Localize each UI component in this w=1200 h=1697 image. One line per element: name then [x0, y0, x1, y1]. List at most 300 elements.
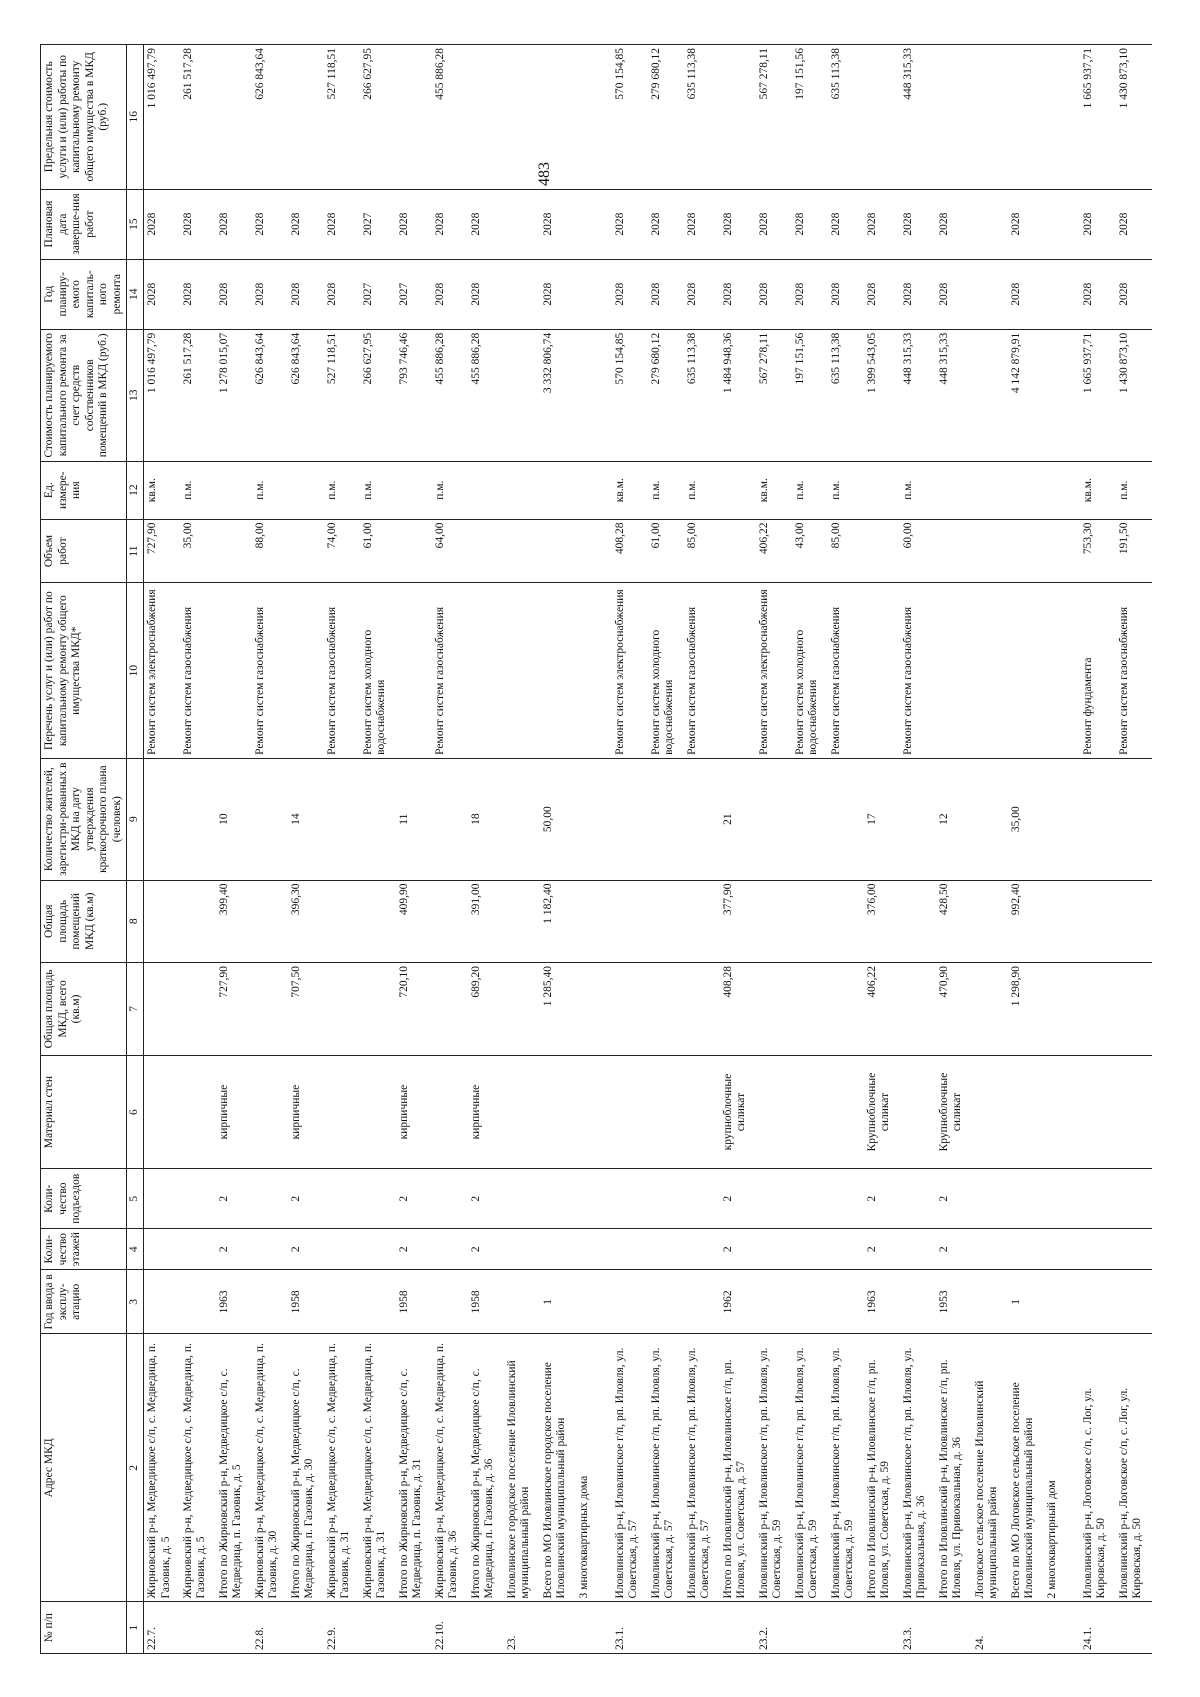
cell-plan-year: 2028: [648, 259, 684, 329]
cell-entrances: [576, 1168, 612, 1228]
cell-address: Итого по Иловлинский р-н, Иловлинское г/п, рп. Иловля, ул. Советская, д. 57: [720, 1333, 756, 1601]
cell-address: Итого по Жирновский р-н, Медведицкое с/п, с. Медведица, п. Газовик, д. 36: [468, 1333, 504, 1601]
cell-material: [252, 1055, 288, 1168]
cell-unit: [504, 461, 540, 519]
cell-total-area: [792, 962, 828, 1055]
cell-plan-year: 2028: [540, 259, 576, 329]
table-row: [792, 44, 828, 1653]
cell-year: 1958: [288, 1269, 324, 1333]
cell-unit: [288, 461, 324, 519]
cell-entrances: [540, 1168, 576, 1228]
cell-entrances: [648, 1168, 684, 1228]
cell-unit: п.м.: [180, 461, 216, 519]
cell-plan-year: 2028: [252, 259, 288, 329]
cell-total-area: 707,50: [288, 962, 324, 1055]
cell-end-date: 2028: [180, 189, 216, 259]
cell-max-cost: 1 665 937,71: [1080, 44, 1116, 189]
cell-volume: [1008, 519, 1044, 583]
cell-total-area: 1 298,90: [1008, 962, 1044, 1055]
cell-num: [1116, 1601, 1152, 1653]
cell-num: 23.: [504, 1601, 540, 1653]
cell-rooms-area: [900, 880, 936, 963]
cell-unit: [720, 461, 756, 519]
cell-num: [576, 1601, 612, 1653]
cell-entrances: 2: [288, 1168, 324, 1228]
cell-work: [396, 582, 432, 757]
cell-total-area: [612, 962, 648, 1055]
cell-end-date: 2028: [432, 189, 468, 259]
cell-address: Жирновский р-н, Медведицкое с/п, с. Медведица, п. Газовик, д. 36: [432, 1333, 468, 1601]
cell-max-cost: 1 016 497,79: [144, 44, 180, 189]
cell-plan-year: 2028: [828, 259, 864, 329]
cell-work: [504, 582, 540, 757]
cell-num: [864, 1601, 900, 1653]
cell-end-date: 2028: [792, 189, 828, 259]
cell-max-cost: [972, 44, 1008, 189]
cell-address: Иловлинский р-н, Логовское с/п, с. Лог, ул. Кировская, д. 50: [1080, 1333, 1116, 1601]
cell-num: [1008, 1601, 1044, 1653]
table-row: [396, 44, 432, 1653]
column-header: Общая площадь помещений МКД (кв.м): [41, 880, 127, 963]
table-row: [252, 44, 288, 1653]
cell-cost: 1 278 015,07: [216, 329, 252, 461]
cell-plan-year: 2028: [756, 259, 792, 329]
cell-plan-year: 2028: [792, 259, 828, 329]
cell-num: [180, 1601, 216, 1653]
cell-entrances: 2: [396, 1168, 432, 1228]
cell-num: [216, 1601, 252, 1653]
cell-total-area: [828, 962, 864, 1055]
cell-year: [576, 1269, 612, 1333]
cell-year: [612, 1269, 648, 1333]
cell-unit: кв.м.: [1080, 461, 1116, 519]
cell-plan-year: 2028: [1080, 259, 1116, 329]
cell-rooms-area: [972, 880, 1008, 963]
cell-plan-year: 2028: [180, 259, 216, 329]
cell-unit: [972, 461, 1008, 519]
cell-work: Ремонт систем газоснабжения: [900, 582, 936, 757]
cell-unit: [396, 461, 432, 519]
cell-year: [648, 1269, 684, 1333]
cell-total-area: [756, 962, 792, 1055]
column-number: 10: [127, 582, 144, 757]
cell-max-cost: 455 886,28: [432, 44, 468, 189]
cell-rooms-area: [1116, 880, 1152, 963]
cell-plan-year: 2027: [396, 259, 432, 329]
cell-rooms-area: [1080, 880, 1116, 963]
cell-residents: 50,00: [540, 758, 576, 880]
cell-total-area: 408,28: [720, 962, 756, 1055]
cell-floors: [684, 1228, 720, 1269]
cell-material: кирпичные: [396, 1055, 432, 1168]
cell-entrances: [684, 1168, 720, 1228]
cell-volume: 85,00: [828, 519, 864, 583]
cell-floors: [612, 1228, 648, 1269]
cell-cost: 197 151,56: [792, 329, 828, 461]
cell-residents: [144, 758, 180, 880]
cell-material: [432, 1055, 468, 1168]
cell-material: [828, 1055, 864, 1168]
cell-rooms-area: [612, 880, 648, 963]
cell-work: Ремонт систем электроснабжения: [756, 582, 792, 757]
cell-volume: 85,00: [684, 519, 720, 583]
cell-max-cost: [216, 44, 252, 189]
cell-num: [540, 1601, 576, 1653]
cell-residents: [684, 758, 720, 880]
cell-material: [1008, 1055, 1044, 1168]
cell-unit: [540, 461, 576, 519]
cell-floors: [756, 1228, 792, 1269]
cell-end-date: 2028: [396, 189, 432, 259]
cell-max-cost: [720, 44, 756, 189]
cell-end-date: 2028: [684, 189, 720, 259]
cell-material: Крупноблочные силикат: [936, 1055, 972, 1168]
cell-total-area: 1 285,40: [540, 962, 576, 1055]
cell-residents: [1080, 758, 1116, 880]
cell-end-date: 2028: [324, 189, 360, 259]
cell-entrances: [1008, 1168, 1044, 1228]
cell-material: [180, 1055, 216, 1168]
cell-floors: 2: [396, 1228, 432, 1269]
cell-plan-year: [504, 259, 540, 329]
cell-address: Иловлинский р-н, Иловлинское г/п, рп. Иловля, ул. Советская, д. 59: [828, 1333, 864, 1601]
cell-material: [1080, 1055, 1116, 1168]
column-number: 5: [127, 1168, 144, 1228]
cell-cost: 570 154,85: [612, 329, 648, 461]
cell-entrances: 2: [468, 1168, 504, 1228]
cell-plan-year: 2028: [720, 259, 756, 329]
cell-volume: [720, 519, 756, 583]
cell-volume: [576, 519, 612, 583]
cell-entrances: [612, 1168, 648, 1228]
cell-total-area: [504, 962, 540, 1055]
cell-plan-year: 2028: [432, 259, 468, 329]
cell-rooms-area: 377,90: [720, 880, 756, 963]
cell-volume: [396, 519, 432, 583]
table-row: [324, 44, 360, 1653]
cell-entrances: 2: [216, 1168, 252, 1228]
cell-rooms-area: 409,90: [396, 880, 432, 963]
cell-floors: [180, 1228, 216, 1269]
cell-work: [1008, 582, 1044, 757]
cell-cost: 448 315,33: [900, 329, 936, 461]
cell-num: [720, 1601, 756, 1653]
column-number-row: [127, 44, 144, 1653]
cell-max-cost: [1008, 44, 1044, 189]
cell-material: кирпичные: [216, 1055, 252, 1168]
table-row: [900, 44, 936, 1653]
cell-volume: 35,00: [180, 519, 216, 583]
cell-entrances: [324, 1168, 360, 1228]
cell-total-area: 406,22: [864, 962, 900, 1055]
column-header: Год ввода в эксплу-атацию: [41, 1269, 127, 1333]
cell-material: [900, 1055, 936, 1168]
cell-plan-year: 2028: [144, 259, 180, 329]
column-number: 3: [127, 1269, 144, 1333]
cell-volume: 191,50: [1116, 519, 1152, 583]
cell-num: 22.9.: [324, 1601, 360, 1653]
cell-plan-year: 2028: [684, 259, 720, 329]
cell-end-date: 2028: [900, 189, 936, 259]
cell-unit: п.м.: [900, 461, 936, 519]
cell-cost: 635 113,38: [684, 329, 720, 461]
cell-cost: 1 399 543,05: [864, 329, 900, 461]
column-header: Ед. измере-ния: [41, 461, 127, 519]
cell-plan-year: [972, 259, 1008, 329]
table-row: [288, 44, 324, 1653]
cell-material: [756, 1055, 792, 1168]
cell-rooms-area: 399,40: [216, 880, 252, 963]
cell-cost: 626 843,64: [288, 329, 324, 461]
cell-residents: [828, 758, 864, 880]
cell-end-date: 2028: [1008, 189, 1044, 259]
cell-max-cost: 635 113,38: [828, 44, 864, 189]
cell-end-date: [1044, 189, 1080, 259]
cell-year: [900, 1269, 936, 1333]
table-row: [864, 44, 900, 1653]
cell-unit: п.м.: [792, 461, 828, 519]
cell-entrances: [792, 1168, 828, 1228]
cell-floors: 2: [288, 1228, 324, 1269]
cell-plan-year: 2028: [324, 259, 360, 329]
cell-max-cost: [936, 44, 972, 189]
cell-max-cost: 570 154,85: [612, 44, 648, 189]
cell-max-cost: [864, 44, 900, 189]
cell-unit: [576, 461, 612, 519]
cell-entrances: 2: [864, 1168, 900, 1228]
cell-year: [180, 1269, 216, 1333]
cell-address: Иловлинский р-н, Иловлинское г/п, рп. Иловля, ул. Советская, д. 59: [792, 1333, 828, 1601]
column-header: Год планиру-емого капиталь-ного ремонта: [41, 259, 127, 329]
cell-rooms-area: [324, 880, 360, 963]
table-row: [144, 44, 180, 1653]
cell-num: [648, 1601, 684, 1653]
cell-work: Ремонт систем газоснабжения: [432, 582, 468, 757]
cell-residents: [324, 758, 360, 880]
cell-material: [792, 1055, 828, 1168]
cell-cost: 279 680,12: [648, 329, 684, 461]
column-number: 12: [127, 461, 144, 519]
column-header: Плановая дата заверше-ния работ: [41, 189, 127, 259]
column-number: 6: [127, 1055, 144, 1168]
cell-residents: [792, 758, 828, 880]
cell-unit: [216, 461, 252, 519]
cell-year: 1953: [936, 1269, 972, 1333]
cell-floors: [828, 1228, 864, 1269]
cell-address: Жирновский р-н, Медведицкое с/п, с. Медведица, п. Газовик, д. 5: [144, 1333, 180, 1601]
cell-entrances: 2: [936, 1168, 972, 1228]
cell-num: [288, 1601, 324, 1653]
table-row: [684, 44, 720, 1653]
cell-floors: [360, 1228, 396, 1269]
cell-cost: 635 113,38: [828, 329, 864, 461]
cell-unit: п.м.: [1116, 461, 1152, 519]
cell-floors: [504, 1228, 540, 1269]
cell-work: Ремонт систем газоснабжения: [180, 582, 216, 757]
cell-volume: 61,00: [360, 519, 396, 583]
cell-entrances: [432, 1168, 468, 1228]
cell-floors: [648, 1228, 684, 1269]
cell-rooms-area: 1 182,40: [540, 880, 576, 963]
cell-work: Ремонт систем газоснабжения: [828, 582, 864, 757]
cell-rooms-area: [648, 880, 684, 963]
cell-total-area: [576, 962, 612, 1055]
cell-plan-year: 2028: [1116, 259, 1152, 329]
cell-volume: 60,00: [900, 519, 936, 583]
cell-floors: 2: [720, 1228, 756, 1269]
cell-cost: 3 332 806,74: [540, 329, 576, 461]
cell-entrances: [180, 1168, 216, 1228]
cell-year: [360, 1269, 396, 1333]
cell-address: Жирновский р-н, Медведицкое с/п, с. Медведица, п. Газовик, д. 5: [180, 1333, 216, 1601]
column-number: 15: [127, 189, 144, 259]
cell-unit: п.м.: [828, 461, 864, 519]
cell-cost: 1 484 948,36: [720, 329, 756, 461]
cell-rooms-area: [144, 880, 180, 963]
cell-end-date: 2027: [360, 189, 396, 259]
table-row: [828, 44, 864, 1653]
cell-address: 3 многоквартирных дома: [576, 1333, 612, 1601]
column-number: 7: [127, 962, 144, 1055]
column-header: Коли-чество подъездов: [41, 1168, 127, 1228]
cell-max-cost: [396, 44, 432, 189]
cell-floors: [252, 1228, 288, 1269]
cell-material: [360, 1055, 396, 1168]
cell-num: 24.: [972, 1601, 1008, 1653]
cell-end-date: 2028: [756, 189, 792, 259]
cell-cost: 4 142 879,91: [1008, 329, 1044, 461]
cell-end-date: 2028: [648, 189, 684, 259]
cell-cost: 1 430 873,10: [1116, 329, 1152, 461]
cell-floors: [1116, 1228, 1152, 1269]
cell-address: Итого по Иловлинский р-н, Иловлинское г/п, рп. Иловля, ул. Советская, д. 59: [864, 1333, 900, 1601]
cell-volume: [468, 519, 504, 583]
cell-rooms-area: 428,50: [936, 880, 972, 963]
cell-year: 1962: [720, 1269, 756, 1333]
cell-rooms-area: [360, 880, 396, 963]
cell-work: [288, 582, 324, 757]
cell-material: [504, 1055, 540, 1168]
cell-address: Итого по Жирновский р-н, Медведицкое с/п, с. Медведица, п. Газовик, д. 30: [288, 1333, 324, 1601]
rotated-page: [40, 44, 1160, 1654]
cell-floors: [1080, 1228, 1116, 1269]
cell-cost: 1 016 497,79: [144, 329, 180, 461]
cell-entrances: [900, 1168, 936, 1228]
column-number: 13: [127, 329, 144, 461]
cell-volume: [504, 519, 540, 583]
cell-rooms-area: [576, 880, 612, 963]
column-header: Перечень услуг и (или) работ по капитальному ремонту общего имущества МКД*: [41, 582, 127, 757]
cell-year: 1963: [864, 1269, 900, 1333]
cell-end-date: 2028: [144, 189, 180, 259]
cell-floors: [1008, 1228, 1044, 1269]
cell-residents: 10: [216, 758, 252, 880]
cell-residents: 11: [396, 758, 432, 880]
cell-cost: [576, 329, 612, 461]
cell-material: [324, 1055, 360, 1168]
cell-volume: [216, 519, 252, 583]
column-number: 4: [127, 1228, 144, 1269]
cell-work: [720, 582, 756, 757]
cell-floors: [792, 1228, 828, 1269]
cell-address: 2 многоквартирный дом: [1044, 1333, 1080, 1601]
cell-plan-year: 2028: [936, 259, 972, 329]
cell-rooms-area: [504, 880, 540, 963]
cell-volume: 408,28: [612, 519, 648, 583]
cell-material: [540, 1055, 576, 1168]
cell-num: 23.1.: [612, 1601, 648, 1653]
cell-end-date: 2028: [540, 189, 576, 259]
cell-max-cost: [1044, 44, 1080, 189]
cell-material: крупноблочные силикат: [720, 1055, 756, 1168]
cell-plan-year: 2028: [864, 259, 900, 329]
cell-floors: 2: [468, 1228, 504, 1269]
cell-total-area: [324, 962, 360, 1055]
cell-end-date: [576, 189, 612, 259]
cell-address: Жирновский р-н, Медведицкое с/п, с. Медведица, п. Газовик, д. 31: [360, 1333, 396, 1601]
cell-end-date: 2028: [288, 189, 324, 259]
cell-rooms-area: [1044, 880, 1080, 963]
cell-unit: п.м.: [648, 461, 684, 519]
cell-plan-year: 2027: [360, 259, 396, 329]
table-row: [972, 44, 1008, 1653]
column-header: Общая площадь МКД, всего (кв.м): [41, 962, 127, 1055]
cell-work: [540, 582, 576, 757]
cell-unit: п.м.: [360, 461, 396, 519]
cell-floors: 2: [216, 1228, 252, 1269]
cell-year: [756, 1269, 792, 1333]
cell-plan-year: 2028: [468, 259, 504, 329]
cell-max-cost: 448 315,33: [900, 44, 936, 189]
column-header: Объем работ: [41, 519, 127, 583]
cell-end-date: 2028: [252, 189, 288, 259]
cell-work: Ремонт систем газоснабжения: [684, 582, 720, 757]
cell-material: [1116, 1055, 1152, 1168]
column-header: Предельная стоимость услуги и (или) работы по капитальному ремонту общего имущества в МКД (руб.): [41, 44, 127, 189]
cell-cost: 448 315,33: [936, 329, 972, 461]
column-number: 8: [127, 880, 144, 963]
cell-unit: кв.м.: [144, 461, 180, 519]
cell-max-cost: 626 843,64: [252, 44, 288, 189]
cell-plan-year: [1044, 259, 1080, 329]
cell-work: Ремонт систем холодного водоснабжения: [792, 582, 828, 757]
cell-material: [648, 1055, 684, 1168]
cell-address: Жирновский р-н, Медведицкое с/п, с. Медведица, п. Газовик, д. 30: [252, 1333, 288, 1601]
cell-year: 1958: [396, 1269, 432, 1333]
cell-address: Жирновский р-н, Медведицкое с/п, с. Медведица, п. Газовик, д. 31: [324, 1333, 360, 1601]
cell-address: Итого по Иловлинский р-н, Иловлинское г/п, рп. Иловля, ул. Привокзальная, д. 36: [936, 1333, 972, 1601]
cell-num: [936, 1601, 972, 1653]
cell-address: Иловлинский р-н, Иловлинское г/п, рп. Иловля, ул. Советская, д. 57: [648, 1333, 684, 1601]
cell-volume: [972, 519, 1008, 583]
cell-num: [396, 1601, 432, 1653]
cell-num: 23.3.: [900, 1601, 936, 1653]
cell-entrances: [252, 1168, 288, 1228]
cell-material: [612, 1055, 648, 1168]
cell-rooms-area: [792, 880, 828, 963]
cell-residents: [900, 758, 936, 880]
cell-num: [684, 1601, 720, 1653]
cell-residents: [180, 758, 216, 880]
cell-rooms-area: [252, 880, 288, 963]
cell-floors: [576, 1228, 612, 1269]
cell-year: [972, 1269, 1008, 1333]
cell-cost: [972, 329, 1008, 461]
cell-num: 24.1.: [1080, 1601, 1116, 1653]
cell-volume: 74,00: [324, 519, 360, 583]
cell-plan-year: 2028: [612, 259, 648, 329]
capital-repair-table: [40, 44, 1152, 1654]
